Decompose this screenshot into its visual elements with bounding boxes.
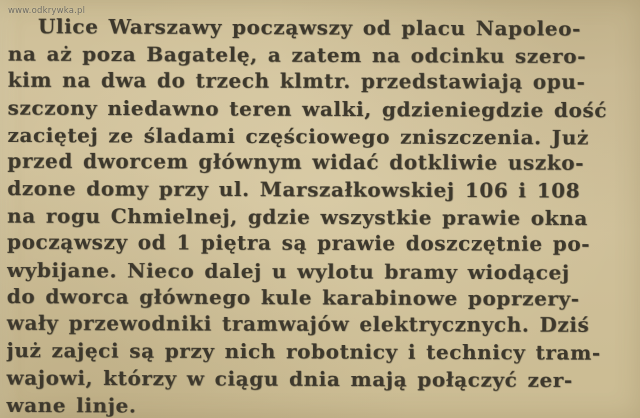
text-line: dzone domy przy ul. Marszałkowskiej 106 i 108 xyxy=(7,175,581,203)
text-line: szczony niedawno teren walki, gdzieniegdzie dość xyxy=(7,95,608,123)
watermark: www.odkrywka.pl xyxy=(8,6,86,16)
article-text xyxy=(6,13,630,418)
text-line: na aż poza Bagatelę, a zatem na odcinku szero- xyxy=(7,41,587,69)
text-line: wały przewodniki tramwajów elektrycznych. Dziś xyxy=(6,310,590,337)
text-line: już zajęci są przy nich robotnicy i technicy tram- xyxy=(6,337,601,365)
text-line: do dworca głównego kule karabinowe poprzery- xyxy=(6,283,580,311)
text-line: kim na dwa do trzech klmtr. przedstawiają opu- xyxy=(7,67,586,94)
text-line: Ulice Warszawy począwszy od placu Napoleo- xyxy=(37,14,582,41)
text-line: na rogu Chmielnej, gdzie wszystkie prawie okna xyxy=(7,203,588,231)
text-line: wane linje. xyxy=(6,392,137,418)
text-line: wybijane. Nieco dalej u wylotu bramy wiodącej xyxy=(6,257,570,285)
text-line: wajowi, którzy w ciągu dnia mają połączyć zer- xyxy=(6,365,573,392)
text-line: począwszy od 1 piętra są prawie doszczętnie po- xyxy=(6,229,591,256)
text-line: przed dworcem głównym widać dotkliwie uszko- xyxy=(7,148,585,175)
text-line: zaciętej ze śladami częściowego zniszczenia. Już xyxy=(7,122,589,150)
